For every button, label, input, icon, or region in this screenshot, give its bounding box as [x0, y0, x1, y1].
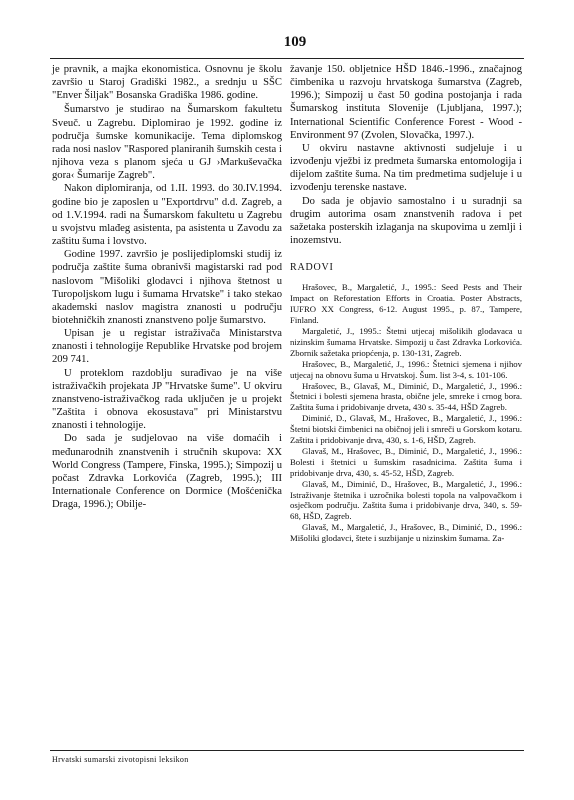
reference-item: Glavaš, M., Diminić, D., Hrašovec, B., Margaletić, J., 1996.: Istraživanje štetnika i uzročnika bolesti topola na valpovačkom i osječkom području. Zaštita šuma i pridobivanje drva, 340, s. 59-68, HŠD, Zagreb. [290, 478, 522, 522]
reference-item: Hrašovec, B., Margaletić, J., 1995.: Seed Pests and Their Impact on Reforestation Efforts in Croatia. Poster Abstracts, IUFRO XX Congress, 6-12. August 1995., p. 87., Tampere, Finland. [290, 282, 522, 326]
page-number: 109 [283, 34, 307, 50]
paragraph-conferences-cont: žavanje 150. obljetnice HŠD 1846.-1996., značajnog čimbenika u razvoju hrvatskoga šumarstva (Zagreb, 1996.); Simpozij u čast 50 godina postojanja i rada Šumarskog instituta Slovenije (Ljubljana, 1997.); International Scientific Conference Forest - Wood - Environment 97 (Zvolen, Slovačka, 1997.). [290, 64, 522, 141]
reference-item: Margaletić, J., 1995.: Štetni utjecaj mišolikih glodavaca u nizinskim šumama Hrvatske. Simpozij u čast Zdravka Lorkovića. Zbornik sažetaka priopćenja, p. 130-131, Zagreb. [290, 325, 522, 358]
paragraph-origin: je pravnik, a majka ekonomistica. Osnovnu je školu završio u Staroj Gradiški 1982., a srednju u SŠC "Enver Šiljak" Bosanska Gradiška 1986. godine. [52, 64, 282, 102]
footer-title: Hrvatski sumarski zivotopisni leksikon [52, 755, 189, 764]
paragraph-projects: U proteklom razdoblju surađivao je na više istraživačkih projekata JP "Hrvatske šume". U okviru znanstveno-istraživačkog rada uključen je u projekt "Zaštita i obnova ekosustava" pri Ministarstvu znanosti i tehnologije. [52, 367, 282, 432]
reference-item: Glavaš, M., Margaletić, J., Hrašovec, B., Diminić, D., 1996.: Mišoliki glodavci, štete i suzbijanje u nizinskim šumama. Za- [290, 522, 522, 544]
paragraph-teaching: U okviru nastavne aktivnosti sudjeluje i u izvođenju vježbi iz predmeta šumarska entomologija i dijelom zaštite šuma. Na tim predmetima sudjeluje i u izvođenju terenske nastave. [290, 142, 522, 194]
paragraph-conferences: Do sada je sudjelovao na više domaćih i međunarodnih znanstvenih i stručnih skupova: XX World Congress (Tampere, Finska, 1995.); Simpozij u počast Zdravka Lorkovića (Zagreb, 1995.); III Internationale Conference on Dormice (Mošćenička Draga, 1996.); Obilje- [52, 433, 282, 511]
reference-item: Glavaš, M., Hrašovec, B., Diminić, D., Margaletić, J., 1996.: Bolesti i štetnici u šumskim rasadnicima. Zaštita šuma i pridobivanje drva, 430, s. 45-52, HŠD, Zagreb. [290, 445, 522, 478]
right-column [290, 63, 522, 544]
reference-item: Hrašovec, B., Margaletić, J., 1996.: Štetnici sjemena i njihov utjecaj na obnovu šuma u Hrvatskoj. Šum. list 3-4, s. 101-106. [290, 358, 522, 380]
reference-item: Hrašovec, B., Glavaš, M., Diminić, D., Margaletić, J., 1996.: Štetnici i bolesti sjemena hrasta, obične jele, smreke i crnog bora. Zaštita šuma i pridobivanje drveta, 430 s. 35-44, HŠD Zagreb. [290, 380, 522, 413]
paragraph-postgraduate: Godine 1997. završio je poslijediplomski studij iz područja zaštite šuma obranivši magistarski rad pod naslovom "Mišoliki glodavci i njihova štetnost u Turopoljskom lugu i šumama Hrvatske" i tako stekao akademski naslov magistra znanosti u području biotehničkih znanosti znanstveno polje šumarstvo. [52, 249, 282, 326]
references-heading: RADOVI [290, 262, 334, 274]
footer-rule [50, 750, 524, 751]
left-column [52, 63, 282, 511]
header-rule [50, 58, 524, 59]
reference-item: Diminić, D., Glavaš, M., Hrašovec, B., Margaletić, J., 1996.: Štetni biotski čimbenici na običnoj jeli i smreči u Gorskom kotaru. Zaštita i pridobivanje drva, 430, s. 1-6, HŠD, Zagreb. [290, 413, 522, 446]
paragraph-publications: Do sada je objavio samostalno i u suradnji sa drugim autorima osam znanstvenih radova i pet sažetaka posterskih izlaganja na skupovima u zemlji i inozemstvu. [290, 195, 522, 247]
paragraph-registry: Upisan je u registar istraživača Ministarstva znanosti i tehnologije Republike Hrvatske pod brojem 209 741. [52, 328, 282, 366]
paragraph-employment: Nakon diplomiranja, od 1.II. 1993. do 30.IV.1994. godine bio je zaposlen u "Exportdrvu" d.d. Zagreb, a od 1.V.1994. radi na Šumarskom fakultetu u Zagrebu u svojstvu mlađeg asistenta, pa asistenta u Zavodu za zaštitu šuma i lovstvo. [52, 183, 282, 248]
paragraph-studies: Šumarstvo je studirao na Šumarskom fakultetu Sveuč. u Zagrebu. Diplomirao je 1992. godine iz područja šumske komunikacije. Tema diplomskog rada nosi naslov "Raspored planiranih šumskih cesta i njihova veza s planom sjeća u GJ ›Markuševačka gora‹ Šumarije Zagreb". [52, 104, 282, 182]
